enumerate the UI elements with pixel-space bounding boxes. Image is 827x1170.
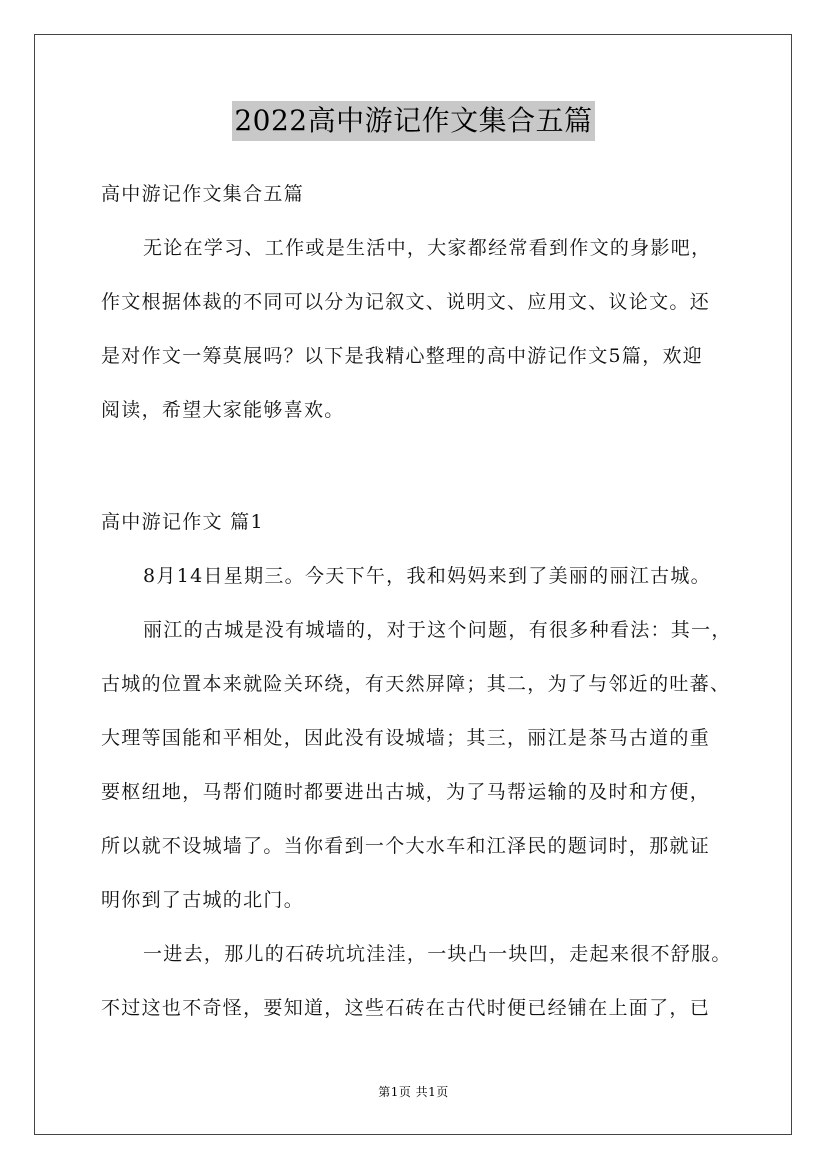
paragraph-line: 丽江的古城是没有城墙的，对于这个问题，有很多种看法：其一， — [143, 619, 732, 641]
intro-line: 无论在学习、工作或是生活中，大家都经常看到作文的身影吧， — [143, 237, 712, 259]
title-container — [0, 101, 827, 141]
paragraph-line: 8月14日星期三。今天下午，我和妈妈来到了美丽的丽江古城。 — [143, 565, 711, 587]
paragraph-line: 明你到了古城的北门。 — [101, 889, 305, 911]
paragraph-line: 一进去，那儿的石砖坑坑洼洼，一块凸一块凹，走起来很不舒服。 — [143, 943, 732, 965]
paragraph-line: 所以就不设城墙了。当你看到一个大水车和江泽民的题词时，那就证 — [101, 835, 711, 857]
document-title: 2022高中游记作文集合五篇 — [232, 101, 594, 141]
intro-line: 是对作文一筹莫展吗？以下是我精心整理的高中游记作文5篇，欢迎 — [101, 345, 704, 367]
paragraph-line: 大理等国能和平相处，因此没有设城墙；其三，丽江是茶马古道的重 — [101, 727, 711, 749]
section-gap — [101, 442, 741, 500]
section-heading: 高中游记作文 篇1 — [101, 511, 264, 533]
page-footer: 第1页 共1页 — [378, 1085, 449, 1099]
subtitle: 高中游记作文集合五篇 — [101, 183, 305, 205]
paragraph-line: 古城的位置本来就险关环绕，有天然屏障；其二，为了与邻近的吐蕃、 — [101, 673, 731, 695]
intro-line: 阅读，希望大家能够喜欢。 — [101, 399, 345, 421]
paragraph-line: 要枢纽地，马帮们随时都要进出古城，为了马帮运输的及时和方便， — [101, 781, 711, 803]
intro-line: 作文根据体裁的不同可以分为记叙文、说明文、应用文、议论文。还 — [101, 291, 711, 313]
paragraph-line: 不过这也不奇怪，要知道，这些石砖在古代时便已经铺在上面了，已 — [101, 997, 711, 1019]
document-body — [101, 172, 741, 1040]
